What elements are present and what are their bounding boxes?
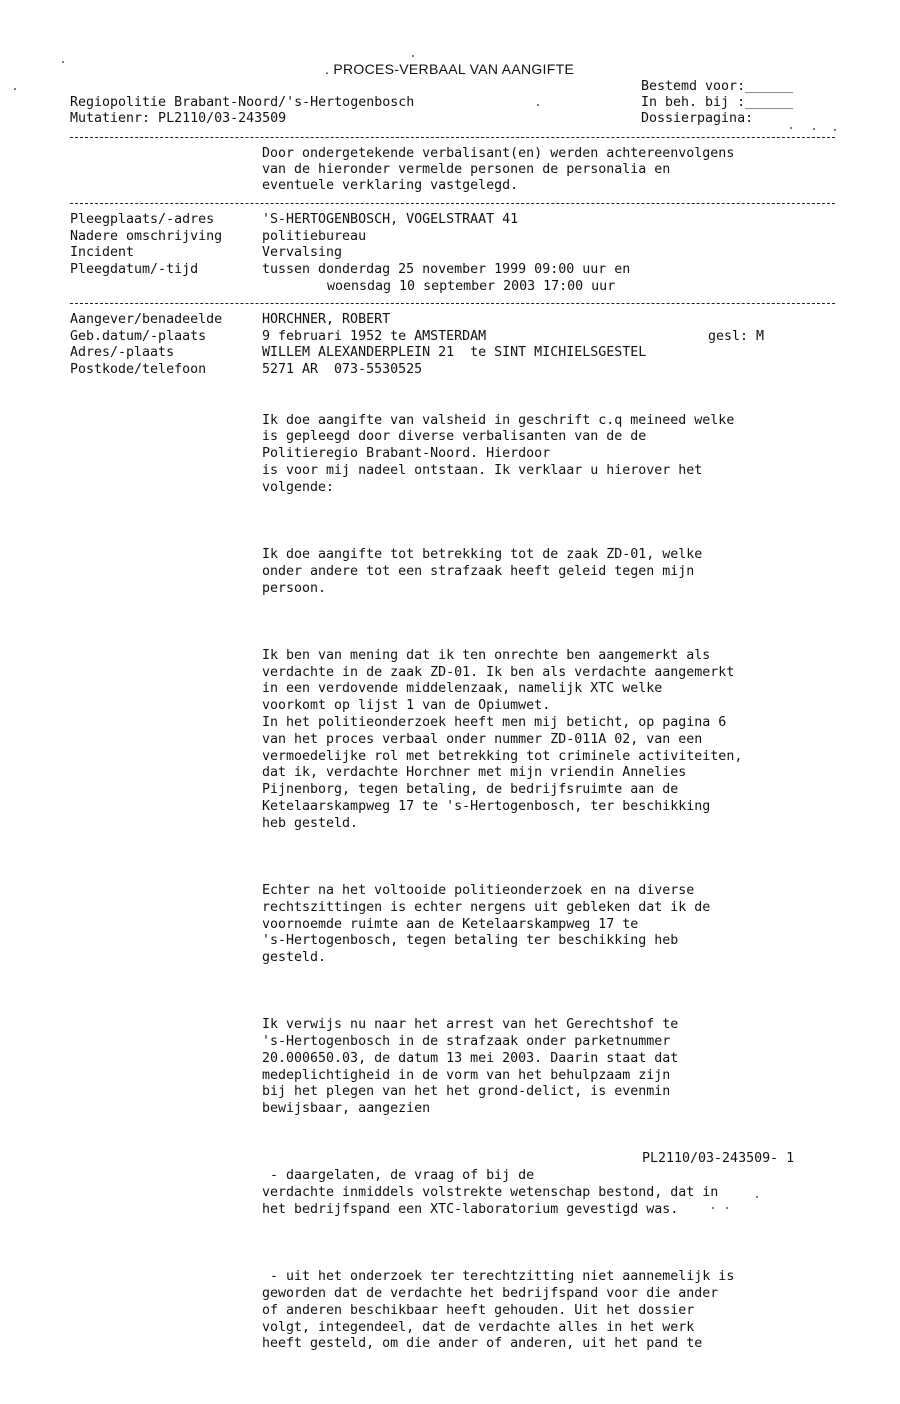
scan-speck <box>62 61 64 63</box>
postkode-value: 5271 AR 073-5530525 <box>262 362 423 377</box>
scan-speck <box>834 129 836 131</box>
adres-value: WILLEM ALEXANDERPLEIN 21 te SINT MICHIELSGESTEL <box>262 345 647 360</box>
statement-paragraph: Ik ben van mening dat ik ten onrechte ben aangemerkt als verdachte in de zaak ZD-01. Ik ben als verdachte aangemerkt in een verdovende middelenzaak, namelijk XTC welke voorkomt op lijst 1 van de Opiumwet. In het politieonderzoek heeft men mij beticht, op pagina 6 van het proces verbaal onder nummer ZD-011A 02, van een vermoedelijke rol met betrekking tot criminele activiteiten, dat ik, verdachte Horchner met mijn vriendin Annelies Pijnenborg, tegen betaling, de bedrijfsruimte aan de Ketelaarskampweg 17 te 's-Hertogenbosch, ter beschikking heb gesteld. <box>262 647 743 831</box>
intro-line: eventuele verklaring vastgelegd. <box>262 178 519 193</box>
statement-paragraph: Ik doe aangifte tot betrekking tot de zaak ZD-01, welke onder andere tot een strafzaak heeft geleid tegen mijn persoon. <box>262 546 703 596</box>
scan-speck <box>412 55 414 57</box>
scan-speck <box>790 127 792 129</box>
statement-paragraph: Echter na het voltooide politieonderzoek en na diverse rechtszittingen is echter nergens uit gebleken dat ik de voornoemde ruimte aan de Ketelaarskampweg 17 te 's-Hertogenbosch, tegen betaling ter beschikking heb gesteld. <box>262 882 711 966</box>
geslacht-value: gesl: M <box>708 329 765 344</box>
scan-speck <box>712 1207 714 1209</box>
geboorte-value: 9 februari 1952 te AMSTERDAM <box>262 329 487 344</box>
dossierpagina-field: Dossierpagina: <box>641 111 754 126</box>
separator-line <box>70 137 835 138</box>
omschrijving-value: politiebureau <box>262 229 367 244</box>
postkode-label: Postkode/telefoon <box>70 362 207 377</box>
pleegdatum-label: Pleegdatum/-tijd <box>70 262 199 277</box>
intro-line: Door ondergetekende verbalisant(en) werden achtereenvolgens <box>262 146 735 161</box>
aangever-label: Aangever/benadeelde <box>70 312 223 327</box>
pleegdatum-value-end: woensdag 10 september 2003 17:00 uur <box>327 279 616 294</box>
scan-speck <box>537 104 539 106</box>
statement-paragraph: Ik doe aangifte van valsheid in geschrift c.q meineed welke is gepleegd door diverse verbalisanten van de de Politieregio Brabant-Noord. Hierdoor is voor mij nadeel ontstaan. Ik verklaar u hierover het volgende: <box>262 412 735 495</box>
pleegdatum-value: tussen donderdag 25 november 1999 09:00 uur en <box>262 262 631 277</box>
statement-body <box>262 379 837 1404</box>
geboorte-label: Geb.datum/-plaats <box>70 329 207 344</box>
pleegplaats-value: 'S-HERTOGENBOSCH, VOGELSTRAAT 41 <box>262 212 519 227</box>
adres-label: Adres/-plaats <box>70 345 175 360</box>
page-reference: PL2110/03-243509- 1 <box>642 1151 795 1166</box>
in-behandeling-field: In beh. bij :______ <box>641 95 794 110</box>
statement-paragraph: Ik verwijs nu naar het arrest van het Gerechtshof te 's-Hertogenbosch in de strafzaak onder parketnummer 20.000650.03, de datum 13 mei 2003. Daarin staat dat medeplichtigheid in de vorm van het behulpzaam zijn bij het plegen van het het grond-delict, is evenmin bewijsbaar, aangezien <box>262 1017 679 1117</box>
scan-speck <box>813 128 815 130</box>
separator-line <box>70 303 835 304</box>
pleegplaats-label: Pleegplaats/-adres <box>70 212 215 227</box>
incident-value: Vervalsing <box>262 245 343 260</box>
mutation-number: Mutatienr: PL2110/03-243509 <box>70 111 287 126</box>
intro-line: van de hieronder vermelde personen de personalia en <box>262 162 671 177</box>
separator-line <box>70 203 835 204</box>
omschrijving-label: Nadere omschrijving <box>70 229 223 244</box>
statement-paragraph: - daargelaten, de vraag of bij de verdachte inmiddels volstrekte wetenschap bestond, dat in het bedrijfspand een XTC-laboratorium gevestigd was. <box>262 1168 719 1218</box>
bestemd-voor-field: Bestemd voor:______ <box>641 79 794 94</box>
region-name: Regiopolitie Brabant-Noord/'s-Hertogenbosch <box>70 95 415 110</box>
scan-speck <box>726 1207 728 1209</box>
statement-paragraph: - uit het onderzoek ter terechtzitting niet aannemelijk is geworden dat de verdachte het bedrijfspand voor die ander of anderen beschikbaar heeft gehouden. Uit het dossier volgt, integendeel, dat de verdachte alles in het werk heeft gesteld, om die ander of anderen, uit het pand te <box>262 1269 735 1352</box>
scan-speck <box>756 1196 758 1198</box>
aangever-value: HORCHNER, ROBERT <box>262 312 391 327</box>
incident-label: Incident <box>70 245 135 260</box>
document-title: . PROCES-VERBAAL VAN AANGIFTE <box>325 61 575 77</box>
scan-speck <box>14 88 16 90</box>
